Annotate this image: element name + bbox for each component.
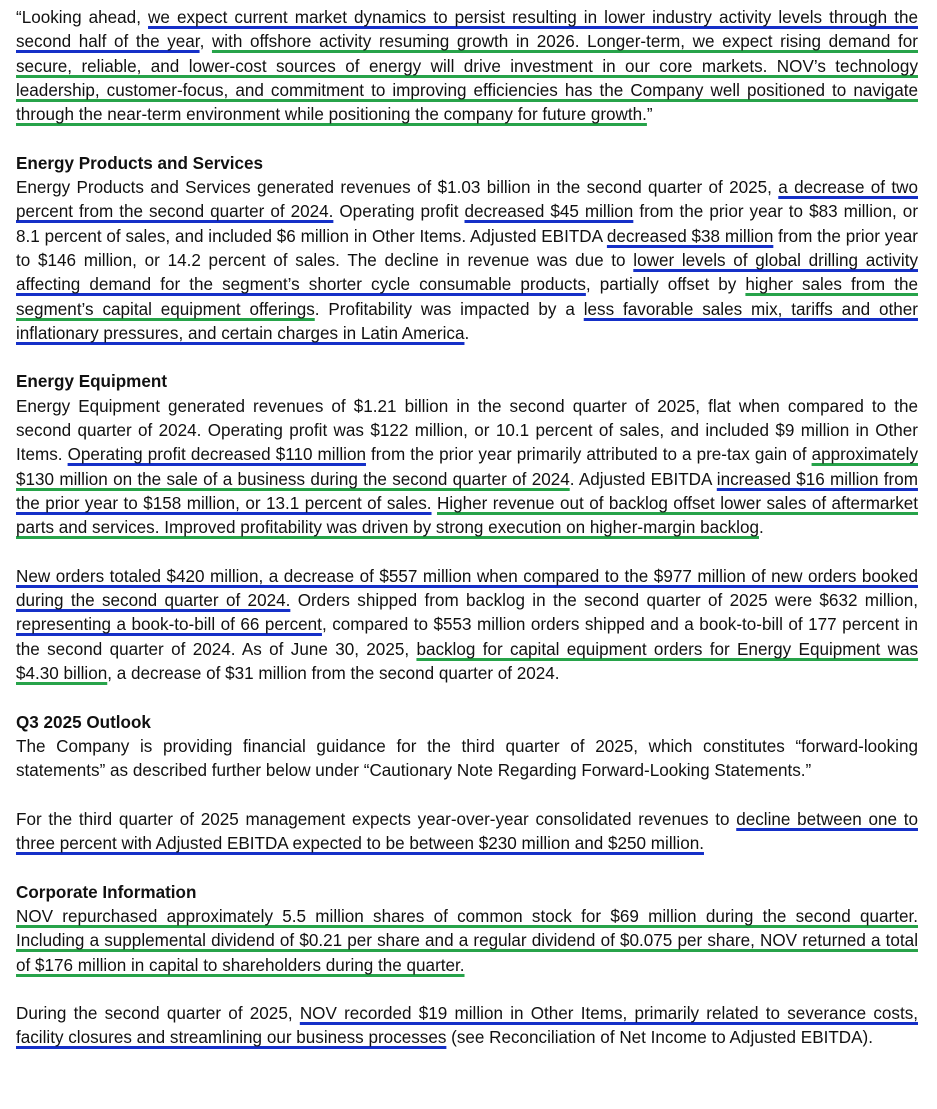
highlight-blue: increased $16 million from the prior year to $158 million, or 13.1 percent of sales. [16, 469, 918, 513]
highlight-blue: representing a book-to-bill of 66 percent [16, 615, 322, 635]
highlight-green: NOV repurchased approximately 5.5 million shares of common stock for $69 million during the second quarter. Including a supplemental dividend of $0.21 per share and a regular dividend of $0.075 per share, NOV returned a total of $176 million in capital to shareholders during the quarter. [16, 906, 918, 975]
highlight-blue: a decrease of two percent from the second quarter of 2024. [16, 178, 918, 222]
highlight-blue: less favorable sales mix, tariffs and other inflationary pressures, and certain charges in Latin America [16, 299, 918, 343]
section-heading-energy-equipment: Energy Equipment [16, 372, 168, 392]
quote-text: “Looking ahead, [16, 8, 149, 27]
ceo-quote-paragraph [16, 6, 918, 127]
outlook-paragraph-2 [16, 808, 918, 857]
outlook-paragraph-1: The Company is providing financial guidance for the third quarter of 2025, which constitutes “forward-looking statements” as described further below under “Cautionary Note Regarding Forward-Looking Statements.” [16, 736, 918, 781]
body-text: from the prior year primarily attributed to a pre-tax gain of [365, 445, 812, 465]
highlight-blue: decreased $45 million [464, 202, 634, 222]
corporate-paragraph-2 [16, 1002, 918, 1051]
body-text: from the prior year to $146 million, or 14.2 percent of sales. The decline in revenue was due to [16, 226, 918, 270]
highlight-green: Higher revenue out of backlog offset lower sales of aftermarket parts and services. Improved profitability was driven by strong execution on higher-margin backlog [16, 493, 919, 538]
body-text: Energy Products and Services generated revenues of $1.03 billion in the second quarter of 2025, [16, 178, 779, 198]
body-text: For the third quarter of 2025 management expects year-over-year consolidated revenues to [16, 809, 737, 829]
body-text: . [464, 323, 470, 343]
section-heading-corporate: Corporate Information [16, 882, 197, 902]
highlight-blue: Operating profit decreased $110 million [67, 445, 366, 465]
body-text: Orders shipped from backlog in the second quarter of 2025 were $632 million, [290, 591, 918, 611]
paragraph-spacer [16, 541, 918, 565]
quote-text: ” [646, 105, 653, 125]
body-text: Operating profit [333, 202, 465, 222]
highlight-blue: NOV recorded $19 million in Other Items, primarily related to severance costs, facility closures and streamlining our business processes [16, 1004, 918, 1048]
paragraph-spacer [16, 856, 918, 880]
paragraph-spacer [16, 784, 918, 808]
highlight-green: backlog for capital equipment orders for Energy Equipment was $4.30 billion [16, 639, 919, 684]
highlight-green: higher sales from the segment’s capital equipment offerings [16, 275, 919, 319]
orders-paragraph [16, 565, 918, 686]
energy-equipment-paragraph [16, 395, 918, 541]
body-text: , compared to $553 million orders shipped and a book-to-bill of 177 percent in the second quarter of 2024. As of June 30, 2025, [16, 615, 918, 659]
body-text: , partially offset by [585, 275, 746, 295]
body-text: . [759, 518, 764, 538]
highlight-green: approximately $130 million on the sale of a business during the second quarter of 2024 [16, 445, 918, 489]
paragraph-spacer [16, 686, 918, 710]
highlight-blue: New orders totaled $420 million, a decrease of $557 million when compared to the $977 million of new orders booked during the second quarter of 2024. [16, 566, 918, 611]
body-text: . Profitability was impacted by a [314, 299, 584, 319]
highlight-blue: lower levels of global drilling activity affecting demand for the segment’s shorter cycle consumable products [16, 250, 918, 295]
highlight-blue: we expect current market dynamics to persist resulting in lower industry activity levels through the second half of the year [16, 8, 918, 52]
highlight-green: with offshore activity resuming growth in 2026. Longer-term, we expect rising demand for secure, reliable, and lower-cost sources of energy will drive investment in our core markets. NOV’s technology leadership, customer-focus, and commitment to improving efficiencies has the Company well positioned to navigate through the near-term environment while positioning the company for future growth. [16, 32, 918, 125]
highlight-blue: decreased $38 million [606, 226, 774, 246]
body-text: . Adjusted EBITDA [569, 469, 717, 489]
body-text: During the second quarter of 2025, [16, 1004, 300, 1024]
body-text: , a decrease of $31 million from the second quarter of 2024. [107, 664, 560, 684]
body-text: Energy Equipment generated revenues of $1.21 billion in the second quarter of 2025, flat when compared to the second quarter of 2024. Operating profit was $122 million, or 10.1 percent of sales, and included $9 million in Other Items. [16, 396, 918, 465]
section-heading-energy-products: Energy Products and Services [16, 153, 264, 173]
section-heading-outlook: Q3 2025 Outlook [16, 712, 151, 732]
paragraph-spacer [16, 978, 918, 1002]
energy-products-paragraph [16, 176, 918, 346]
body-text: (see Reconciliation of Net Income to Adjusted EBITDA). [446, 1028, 873, 1048]
corporate-paragraph-1 [16, 905, 918, 978]
body-text: from the prior year to $83 million, or 8.1 percent of sales, and included $6 million in Other Items. Adjusted EBITDA [16, 202, 919, 246]
highlight-blue: decline between one to three percent with Adjusted EBITDA expected to be between $230 million and $250 million. [16, 809, 918, 854]
paragraph-spacer [16, 346, 918, 370]
paragraph-spacer [16, 127, 918, 151]
quote-text: , [199, 32, 212, 52]
